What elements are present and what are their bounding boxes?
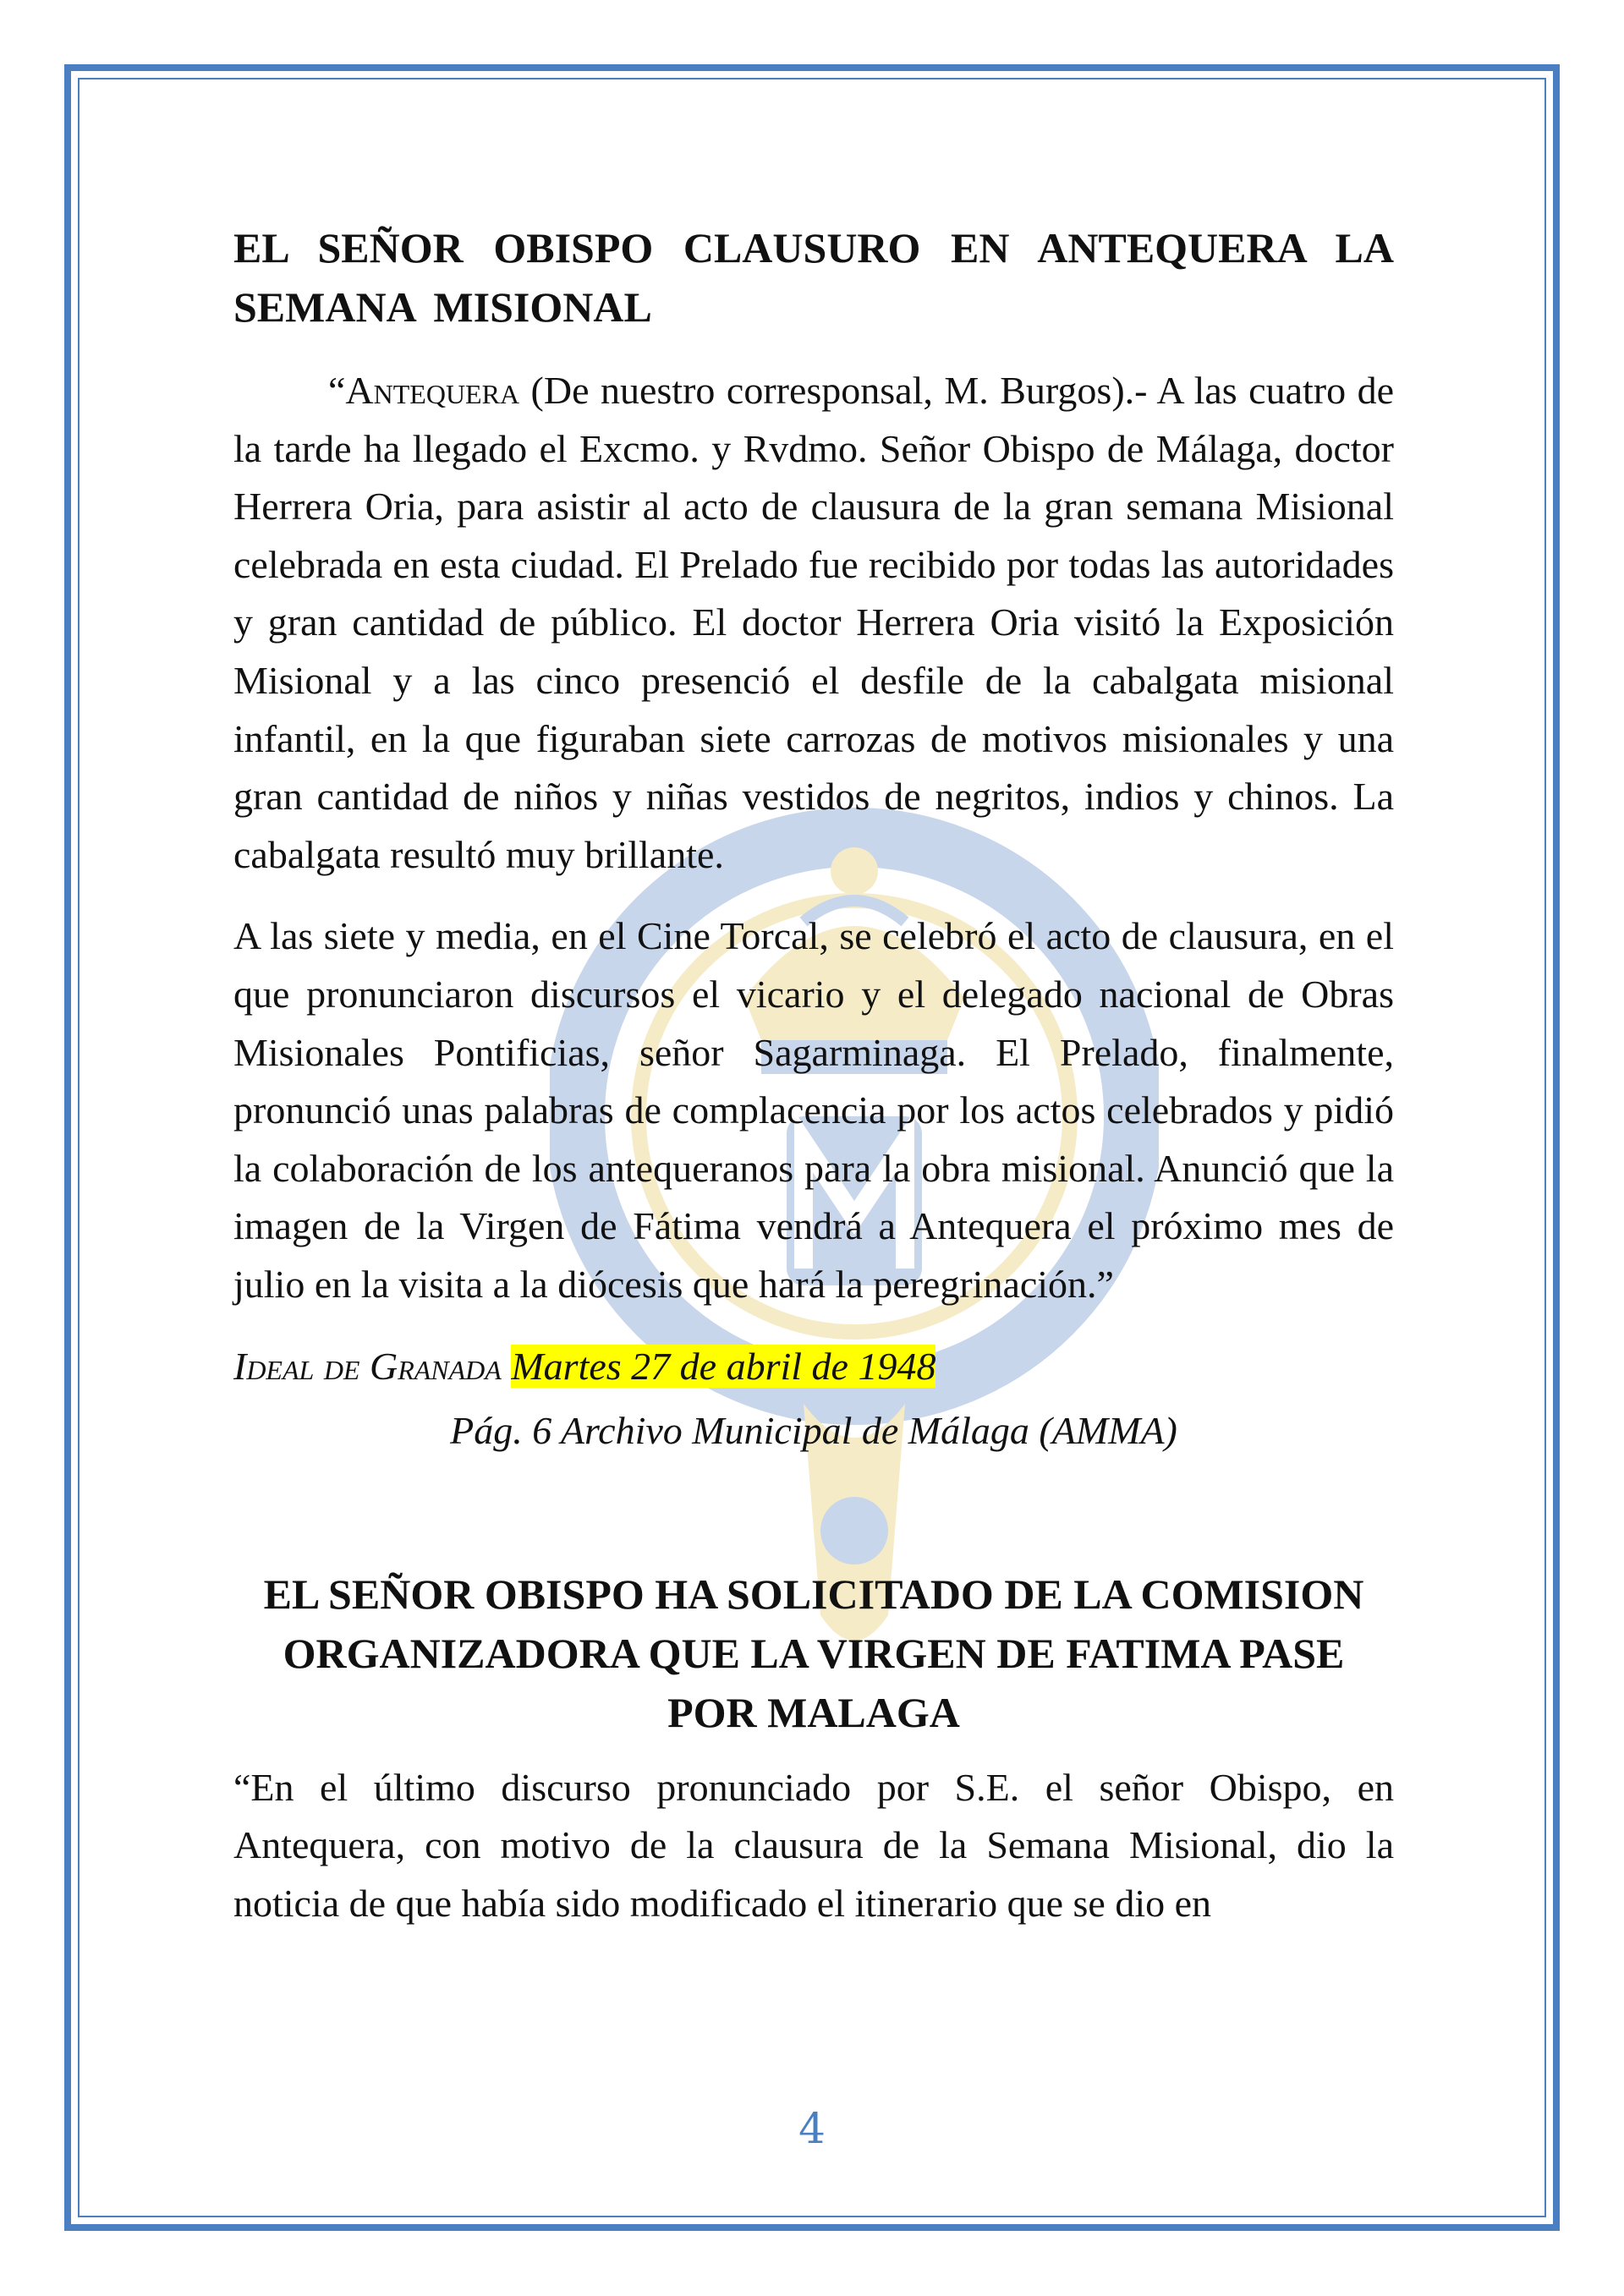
document-body (233, 203, 1394, 1932)
source-date: Martes 27 de abril de 1948 (511, 1344, 936, 1388)
archive-reference: Pág. 6 Archivo Municipal de Málaga (AMMA) (450, 1408, 1177, 1452)
dateline: “Antequera (328, 369, 520, 412)
article1-paragraph-1 (233, 362, 1394, 884)
page-number: 4 (798, 2104, 826, 2153)
article1-paragraph-2: A las siete y media, en el Cine Torcal, se celebró el acto de clausura, en el que pronunciaron discursos el vicario y el delegado nacional de Obras Misionales Pontificias, señor Sagarminaga. El Prelado, finalmente, pronunció unas palabras de complacencia por los actos celebrados y pidió la colaboración de los antequeranos para la obra misional. Anunció que la imagen de la Virgen de Fátima vendrá a Antequera el próximo mes de julio en la visita a la diócesis que hará la peregrinación.” (233, 914, 1394, 1306)
article2-paragraph-1: “En el último discurso pronunciado por S.E. el señor Obispo, en Antequera, con motivo de la clausura de la Semana Misional, dio la noticia de que había sido modificado el itinerario que se dio en (233, 1765, 1394, 1925)
article1-title: EL SEÑOR OBISPO CLAUSURO EN ANTEQUERA LA SEMANA MISIONAL (233, 224, 1394, 331)
article1-paragraph-1-text: (De nuestro corresponsal, M. Burgos).- A las cuatro de la tarde ha llegado el Excmo. y Rvdmo. Señor Obispo de Málaga, doctor Herrera Oria, para asistir al acto de clausura de la gran semana Misional celebrada en esta ciudad. El Prelado fue recibido por todas las autoridades y gran cantidad de público. El doctor Herrera Oria visitó la Exposición Misional y a las cinco presenció el desfile de la cabalgata misional infantil, en la que figuraban siete carrozas de motivos misionales y una gran cantidad de niños y niñas vestidos de negritos, indios y chinos. La cabalgata resultó muy brillante. (233, 369, 1394, 876)
article2-title (233, 1564, 1394, 1742)
article2-title-line-2: ORGANIZADORA QUE LA VIRGEN DE FATIMA PASE (283, 1629, 1345, 1677)
source-newspaper: Ideal de Granada (233, 1344, 502, 1388)
article2-title-line-1: EL SEÑOR OBISPO HA SOLICITADO DE LA COMISION (263, 1570, 1364, 1618)
article2-title-line-3: POR MALAGA (667, 1688, 960, 1736)
source-line (233, 1338, 1394, 1395)
